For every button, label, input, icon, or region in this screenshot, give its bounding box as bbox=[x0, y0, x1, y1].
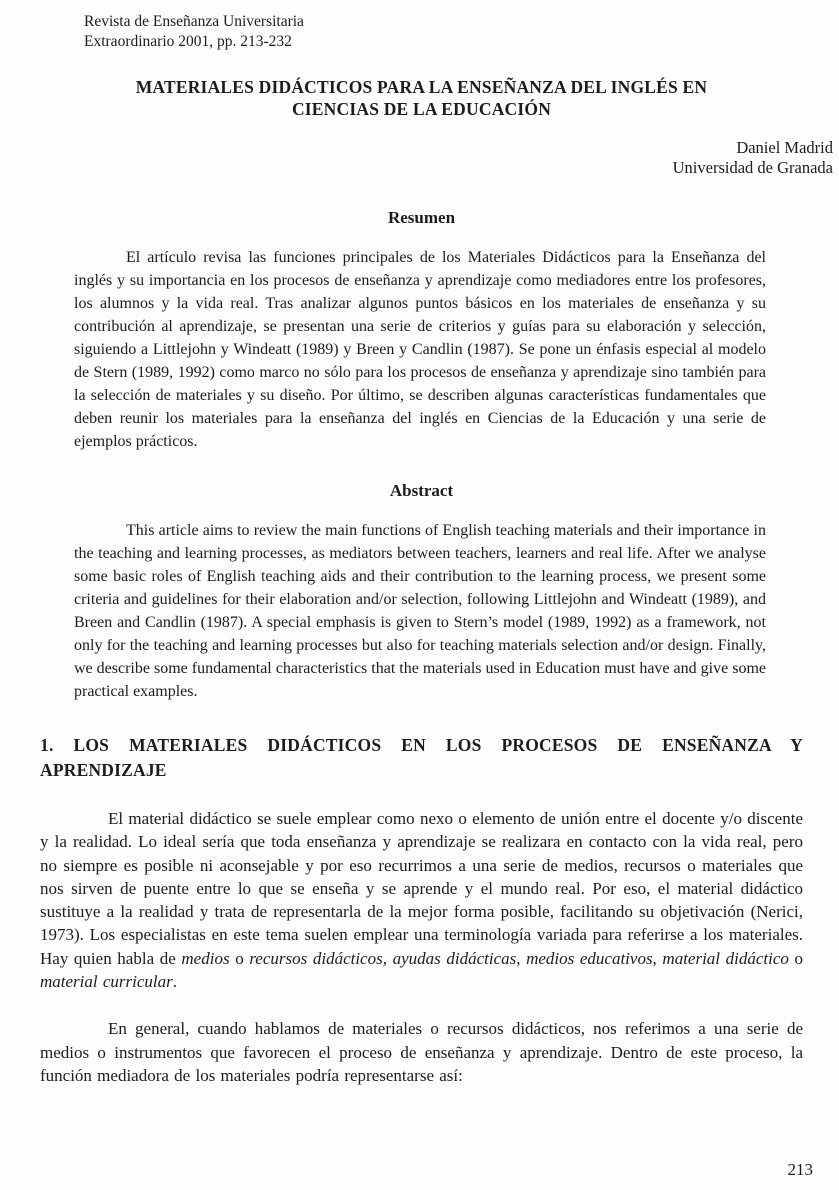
section-1-paragraph-2: En general, cuando hablamos de materiales o recursos didácticos, nos referimos a una serie de medios o instrumentos que favorecen el proceso de enseñanza y aprendizaje. Dentro de este proceso, la función mediadora de los materiales podría representarse así: bbox=[40, 1019, 803, 1085]
article-title-line2: CIENCIAS DE LA EDUCACIÓN bbox=[291, 99, 552, 119]
terms-didactic-resources: recursos didácticos, ayudas didácticas, medios educativos, material didáctico bbox=[249, 948, 789, 968]
conjunction: o bbox=[788, 948, 804, 968]
term-material-curricular: material curricular bbox=[40, 972, 173, 992]
resumen-paragraph: El artículo revisa las funciones principales de los Materiales Didácticos para la Enseñanza del inglés y su importancia en los procesos de enseñanza y aprendizaje como mediadores entre los profesores, los alumnos y la vida real. Tras analizar algunos puntos básicos en los materiales de enseñanza y su contribución al aprendizaje, se presentan una serie de criterios y guías para su elaboración y selección, siguiendo a Littlejohn y Windeatt (1989) y Breen y Candlin (1987). Se pone un énfasis especial al modelo de Stern (1989, 1992) como marco no sólo para los procesos de enseñanza y aprendizaje sino también para la selección de materiales y su diseño. Por último, se describen algunas características fundamentales que deben reunir los materiales para la enseñanza del inglés en Ciencias de la Educación y una serie de ejemplos prácticos. bbox=[74, 249, 766, 450]
page-number: 213 bbox=[787, 1160, 813, 1179]
journal-header bbox=[84, 12, 803, 52]
section-1-paragraph-1 bbox=[40, 807, 803, 993]
author-affiliation: Universidad de Granada bbox=[672, 158, 833, 177]
sentence-period: . bbox=[172, 972, 177, 992]
journal-name: Revista de Enseñanza Universitaria bbox=[84, 13, 304, 30]
paragraph-text: El material didáctico se suele emplear como nexo o elemento de unión entre el docente y/o discente y la realidad. Lo ideal sería que toda enseñanza y aprendizaje se realizara en contacto con la vida real, pero no siempre es posible ni aconsejable y por eso recurrimos a una serie de medios, recursos o materiales que nos sirven de puente entre lo que se enseña y se aprende y el mundo real. Por eso, el material didáctico sustituye a la realidad y trata de representarla de la mejor forma posible, facilitando su objetivación (Nerici, 1973). Los especialistas en este tema suelen emplear una terminología variada para referirse a los materiales. Hay quien habla de bbox=[40, 809, 803, 968]
abstract-heading: Abstract bbox=[389, 481, 454, 500]
author-block bbox=[40, 138, 833, 178]
article-title bbox=[40, 76, 803, 120]
abstract-paragraph: This article aims to review the main functions of English teaching materials and their importance in the teaching and learning processes, as mediators between teachers, learners and real life. After we analyse some basic roles of English teaching aids and their contribution to the learning process, we present some criteria and guidelines for their elaboration and/or selection, following Littlejohn and Windeatt (1989), and Breen and Candlin (1987). A special emphasis is given to Stern’s model (1989, 1992) as a framework, not only for the teaching and learning processes but also for teaching materials selection and/or design. Finally, we describe some fundamental characteristics that the materials used in Education must have and give some practical examples. bbox=[74, 522, 766, 700]
article-title-line1: MATERIALES DIDÁCTICOS PARA LA ENSEÑANZA DEL INGLÉS EN bbox=[135, 77, 708, 97]
resumen-heading: Resumen bbox=[387, 208, 456, 227]
conjunction: o bbox=[229, 948, 250, 968]
term-medios: medios bbox=[181, 948, 230, 968]
journal-issue-pages: Extraordinario 2001, pp. 213-232 bbox=[84, 33, 292, 50]
section-1-heading: 1. LOS MATERIALES DIDÁCTICOS EN LOS PROCESOS DE ENSEÑANZA Y APRENDIZAJE bbox=[40, 735, 803, 780]
author-name: Daniel Madrid bbox=[736, 138, 833, 157]
